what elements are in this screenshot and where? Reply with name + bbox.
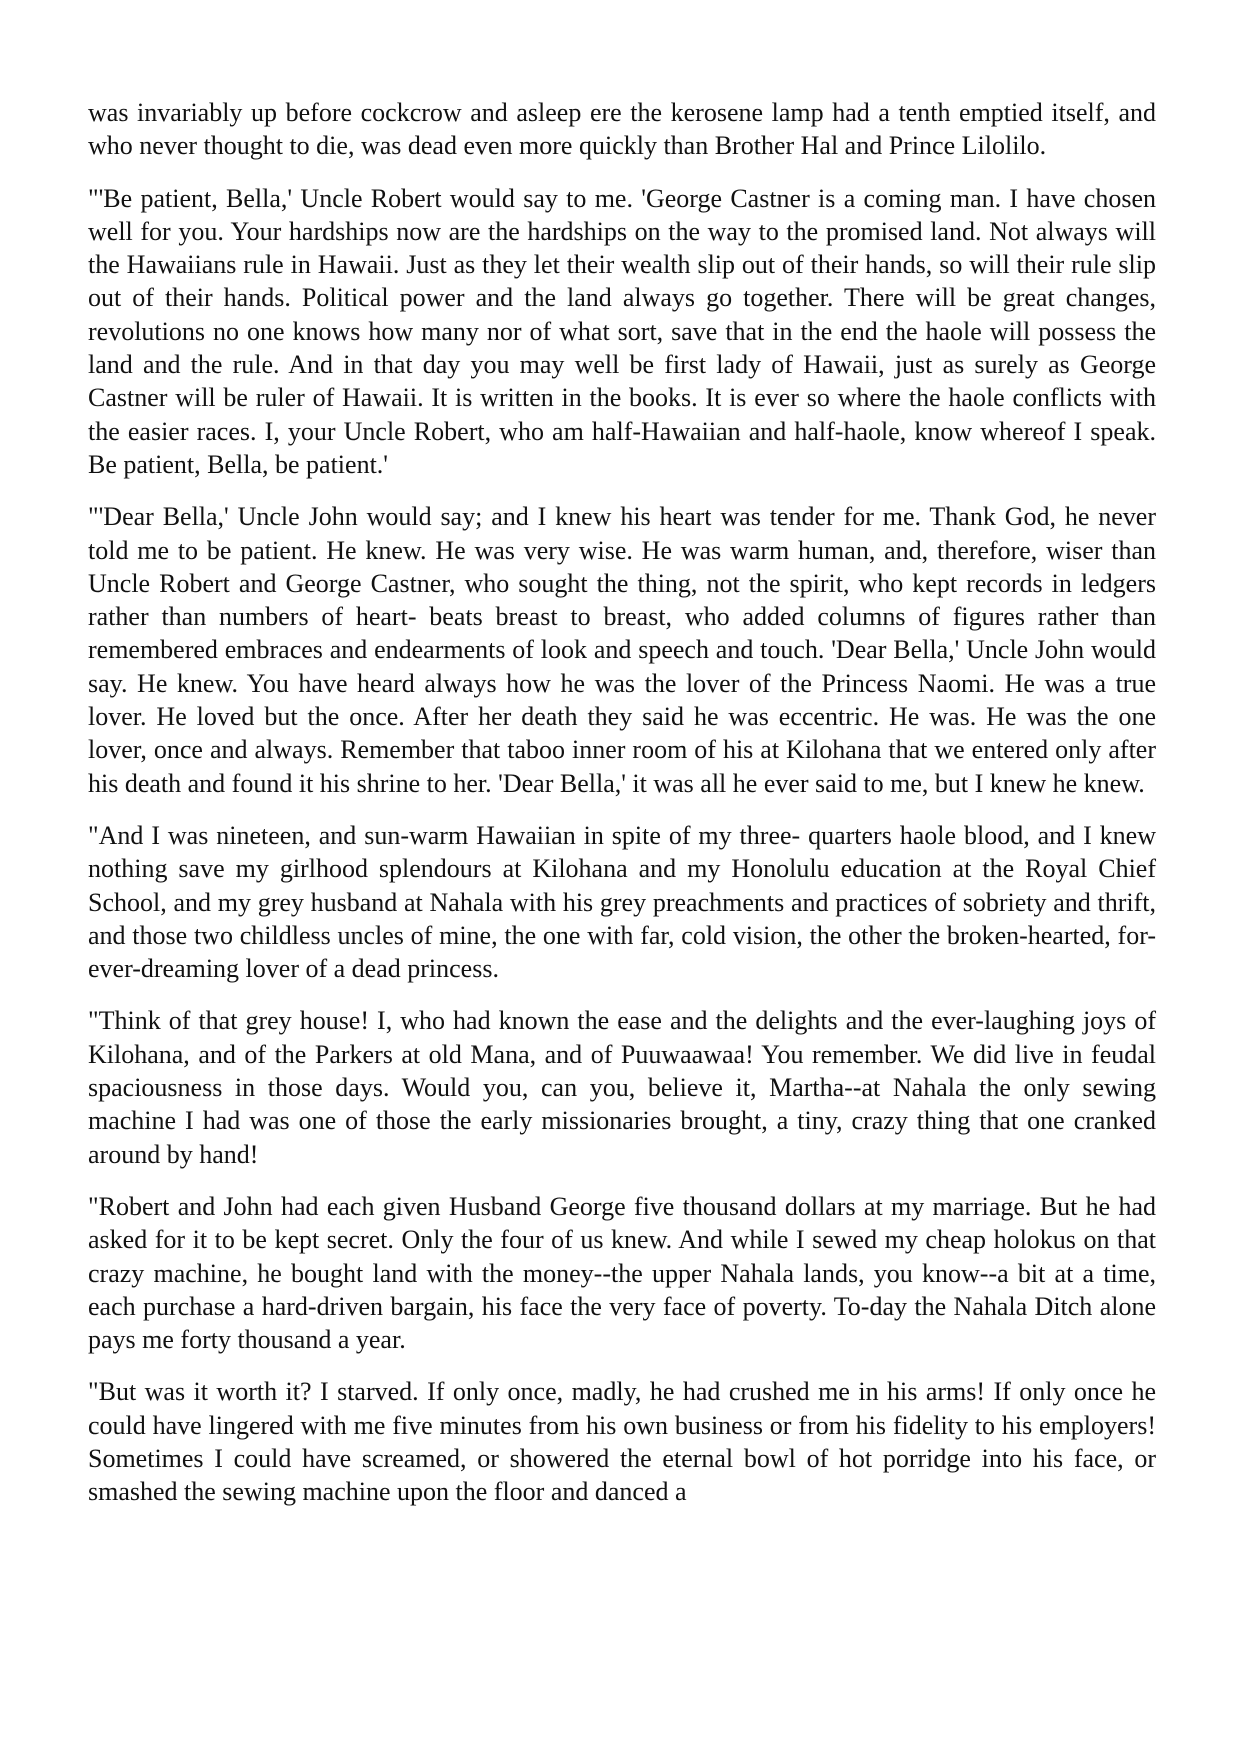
document-page [88, 96, 1156, 1528]
paragraph-5: "Think of that grey house! I, who had known the ease and the delights and the ever-laughing joys of Kilohana, and of the Parkers at old Mana, and of Puuwaawaa! You remember. We did live in feudal spaciousness in those days. Would you, can you, believe it, Martha--at Nahala the only sewing machine I had was one of those the early missionaries brought, a tiny, crazy thing that one cranked around by hand! [88, 1006, 1156, 1169]
paragraph-2: "'Be patient, Bella,' Uncle Robert would say to me. 'George Castner is a coming man. I have chosen well for you. Your hardships now are the hardships on the way to the promised land. Not always will the Hawaiians rule in Hawaii. Just as they let their wealth slip out of their hands, so will their rule slip out of their hands. Political power and the land always go together. There will be great changes, revolutions no one knows how many nor of what sort, save that in the end the haole will possess the land and the rule. And in that day you may well be first lady of Hawaii, just as surely as George Castner will be ruler of Hawaii. It is written in the books. It is ever so where the haole conflicts with the easier races. I, your Uncle Robert, who am half-Hawaiian and half-haole, know whereof I speak. Be patient, Bella, be patient.' [88, 183, 1156, 479]
paragraph-4: "And I was nineteen, and sun-warm Hawaiian in spite of my three- quarters haole blood, and I knew nothing save my girlhood splendours at Kilohana and my Honolulu education at the Royal Chief School, and my grey husband at Nahala with his grey preachments and practices of sobriety and thrift, and those two childless uncles of mine, the one with far, cold vision, the other the broken-hearted, for-ever-dreaming lover of a dead princess. [88, 820, 1156, 984]
paragraph-7: "But was it worth it? I starved. If only once, madly, he had crushed me in his arms! If only once he could have lingered with me five minutes from his own business or from his fidelity to his employers! Sometimes I could have screamed, or showered the eternal bowl of hot porridge into his face, or smashed the sewing machine upon the floor and danced a [88, 1377, 1156, 1507]
paragraph-1: was invariably up before cockcrow and asleep ere the kerosene lamp had a tenth emptied itself, and who never thought to die, was dead even more quickly than Brother Hal and Prince Lilolilo. [88, 98, 1156, 161]
paragraph-3: "'Dear Bella,' Uncle John would say; and I knew his heart was tender for me. Thank God, he never told me to be patient. He knew. He was very wise. He was warm human, and, therefore, wiser than Uncle Robert and George Castner, who sought the thing, not the spirit, who kept records in ledgers rather than numbers of heart- beats breast to breast, who added columns of figures rather than remembered embraces and endearments of look and speech and touch. 'Dear Bella,' Uncle John would say. He knew. You have heard always how he was the lover of the Princess Naomi. He was a true lover. He loved but the once. After her death they said he was eccentric. He was. He was the one lover, once and always. Remember that taboo inner room of his at Kilohana that we entered only after his death and found it his shrine to her. 'Dear Bella,' it was all he ever said to me, but I knew he knew. [88, 502, 1156, 798]
paragraph-6: "Robert and John had each given Husband George five thousand dollars at my marriage. But he had asked for it to be kept secret. Only the four of us knew. And while I sewed my cheap holokus on that crazy machine, he bought land with the money--the upper Nahala lands, you know--a bit at a time, each purchase a hard-driven bargain, his face the very face of poverty. To-day the Nahala Ditch alone pays me forty thousand a year. [88, 1191, 1156, 1355]
